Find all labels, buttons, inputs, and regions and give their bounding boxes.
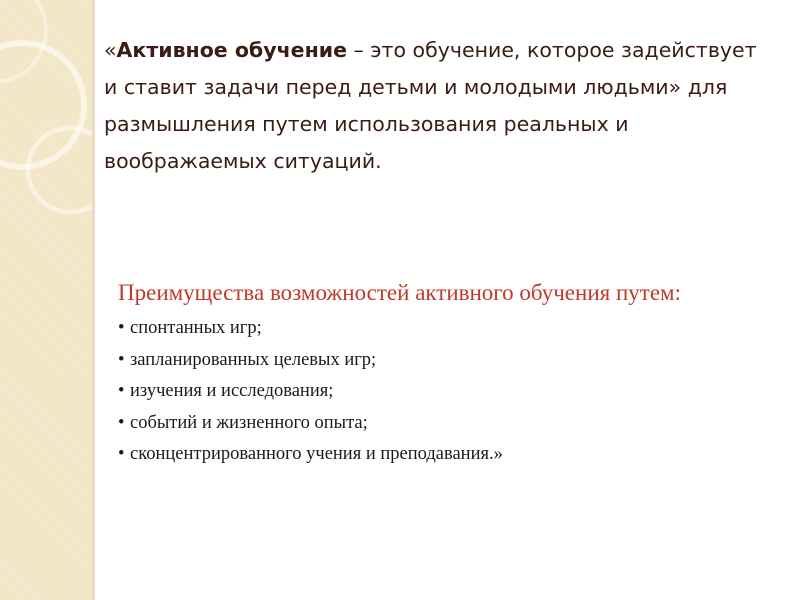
bullet-icon: • xyxy=(118,318,125,338)
bullet-icon: • xyxy=(118,381,125,401)
decorative-sidebar xyxy=(0,0,92,600)
list-item xyxy=(118,376,758,408)
list-item-text: запланированных целевых игр; xyxy=(130,349,377,370)
advantages-heading: Преимущества возможностей активного обучения путем: xyxy=(118,280,681,305)
definition-paragraph xyxy=(104,32,774,180)
bullet-icon: • xyxy=(118,349,125,370)
list-item xyxy=(118,313,758,345)
list-item-text: событий и жизненного опыта; xyxy=(130,412,368,433)
definition-text: – это обучение, которое задействует и ставит задачи перед детьми и молодыми людьми» для размышления путем использования реальных и воображаемых ситуаций. xyxy=(104,38,757,173)
list-item xyxy=(118,439,758,471)
list-item-text: спонтанных игр; xyxy=(130,318,262,338)
bullet-icon: • xyxy=(118,412,125,433)
list-item-text: изучения и исследования; xyxy=(130,381,334,401)
decorative-rings xyxy=(0,0,92,600)
definition-term: Активное обучение xyxy=(116,38,348,62)
list-item-text: сконцентрированного учения и преподавания.» xyxy=(130,444,503,464)
advantages-list xyxy=(118,313,758,471)
sidebar-divider xyxy=(92,0,95,600)
advantages-section xyxy=(118,277,758,471)
list-item xyxy=(118,408,758,440)
quote-open: « xyxy=(104,38,117,62)
bullet-icon: • xyxy=(118,444,125,464)
list-item xyxy=(118,345,758,377)
